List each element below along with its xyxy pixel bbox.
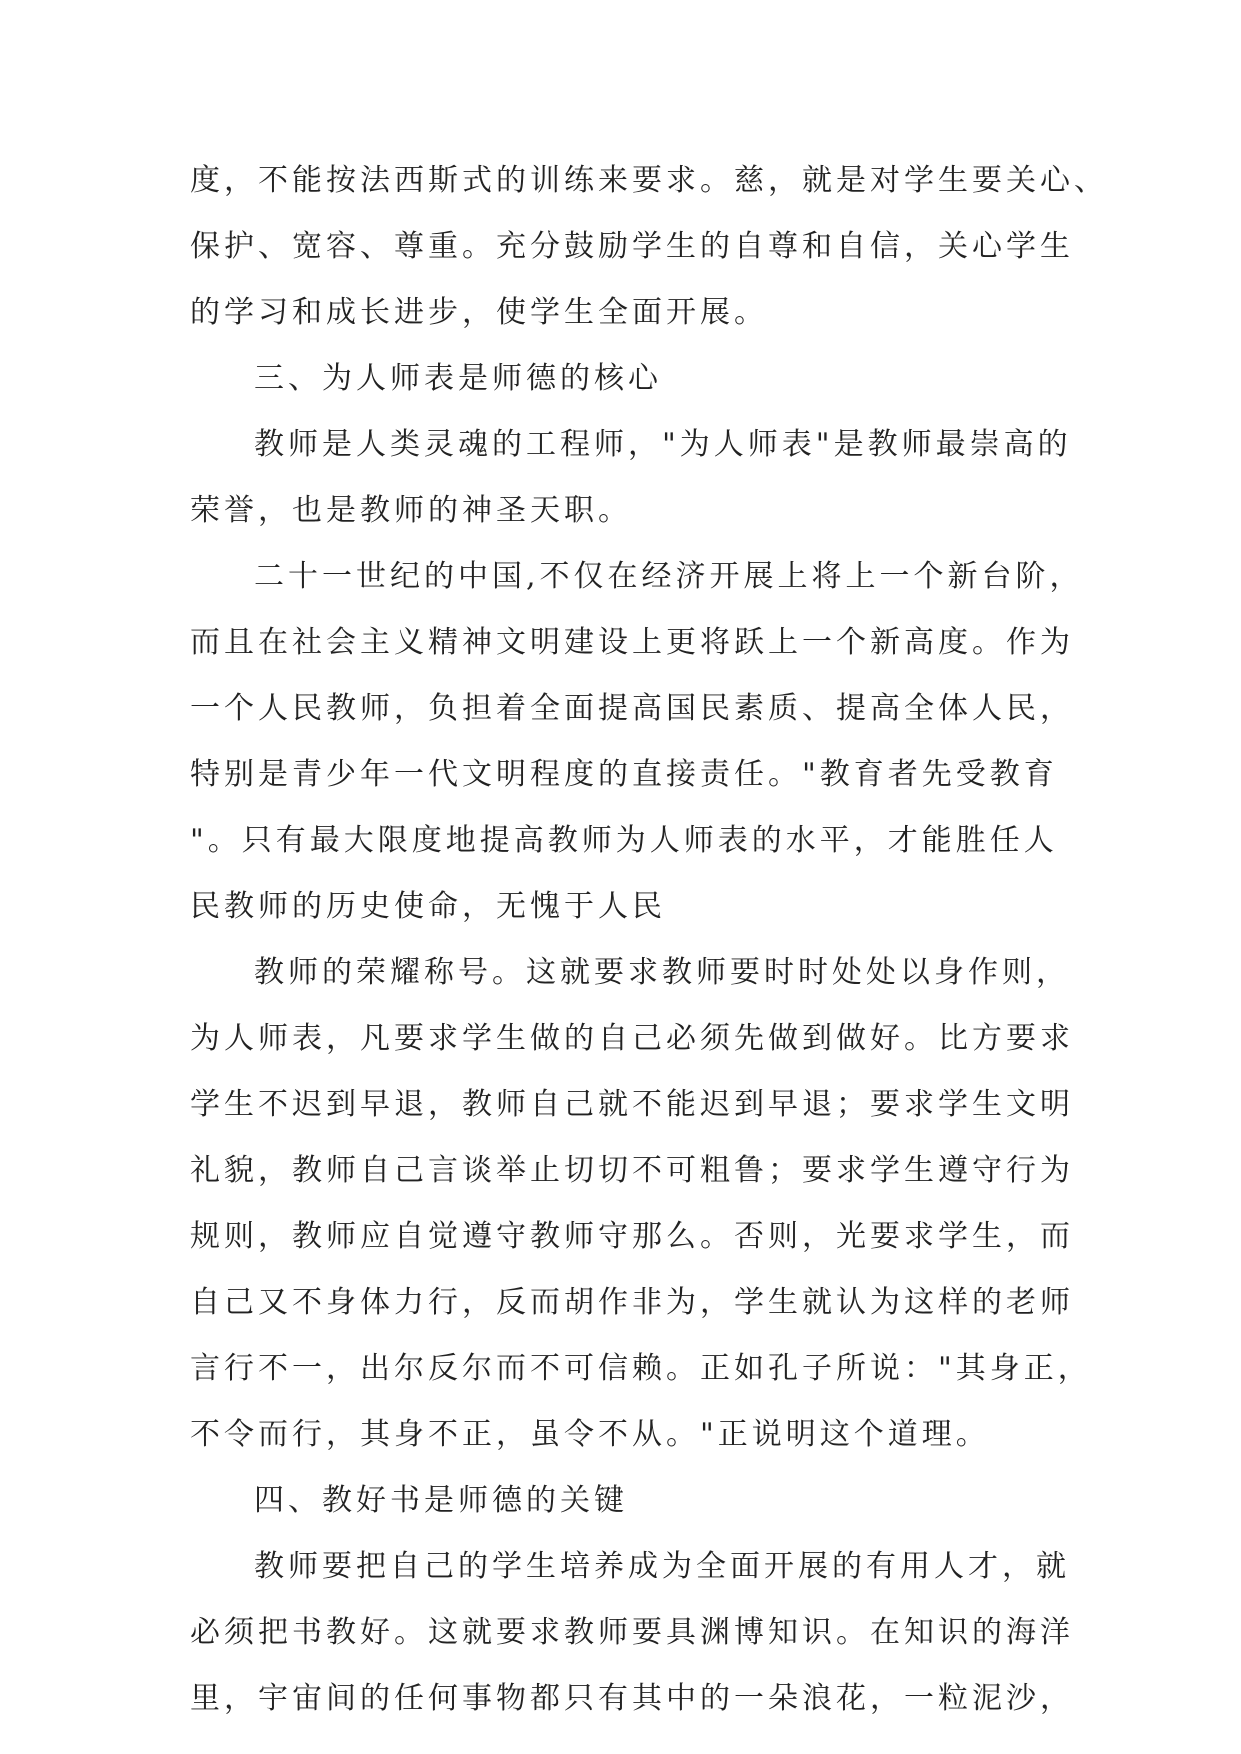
text-line: 教师的荣耀称号。这就要求教师要时时处处以身作则，	[254, 955, 1070, 990]
text-line: 为人师表，凡要求学生做的自己必须先做到做好。比方要求	[190, 1021, 1074, 1056]
text-line: 教师是人类灵魂的工程师，"为人师表"是教师最崇高的	[254, 427, 1072, 462]
text-line: 而且在社会主义精神文明建设上更将跃上一个新高度。作为	[190, 625, 1074, 660]
body-text	[190, 148, 1108, 1732]
text-line: 规则，教师应自觉遵守教师守那么。否则，光要求学生，而	[190, 1219, 1074, 1254]
text-line: 里，宇宙间的任何事物都只有其中的一朵浪花，一粒泥沙，	[190, 1681, 1074, 1716]
text-line: 必须把书教好。这就要求教师要具渊博知识。在知识的海洋	[190, 1615, 1074, 1650]
text-line: 民教师的历史使命，无愧于人民	[190, 889, 666, 924]
text-line: 一个人民教师，负担着全面提高国民素质、提高全体人民，	[190, 691, 1074, 726]
text-line: 荣誉，也是教师的神圣天职。	[190, 493, 632, 528]
text-line: 礼貌，教师自己言谈举止切切不可粗鲁；要求学生遵守行为	[190, 1153, 1074, 1188]
text-line: "。只有最大限度地提高教师为人师表的水平，才能胜任人	[190, 823, 1058, 858]
text-line: 特别是青少年一代文明程度的直接责任。"教育者先受教育	[190, 757, 1058, 792]
text-line: 自己又不身体力行，反而胡作非为，学生就认为这样的老师	[190, 1285, 1074, 1320]
text-line: 保护、宽容、尊重。充分鼓励学生的自尊和自信，关心学生	[190, 229, 1074, 264]
text-line: 四、教好书是师德的关键	[254, 1483, 628, 1518]
text-line: 言行不一，出尔反尔而不可信赖。正如孔子所说："其身正，	[190, 1351, 1092, 1386]
text-line: 的学习和成长进步，使学生全面开展。	[190, 295, 768, 330]
text-line: 二十一世纪的中国,不仅在经济开展上将上一个新台阶，	[254, 559, 1084, 594]
text-line: 教师要把自己的学生培养成为全面开展的有用人才，就	[254, 1549, 1070, 1584]
text-line: 度，不能按法西斯式的训练来要求。慈，就是对学生要关心、	[190, 163, 1108, 198]
text-line: 不令而行，其身不正，虽令不从。"正说明这个道理。	[190, 1417, 990, 1452]
text-line: 三、为人师表是师德的核心	[254, 361, 662, 396]
text-line: 学生不迟到早退，教师自己就不能迟到早退；要求学生文明	[190, 1087, 1074, 1122]
